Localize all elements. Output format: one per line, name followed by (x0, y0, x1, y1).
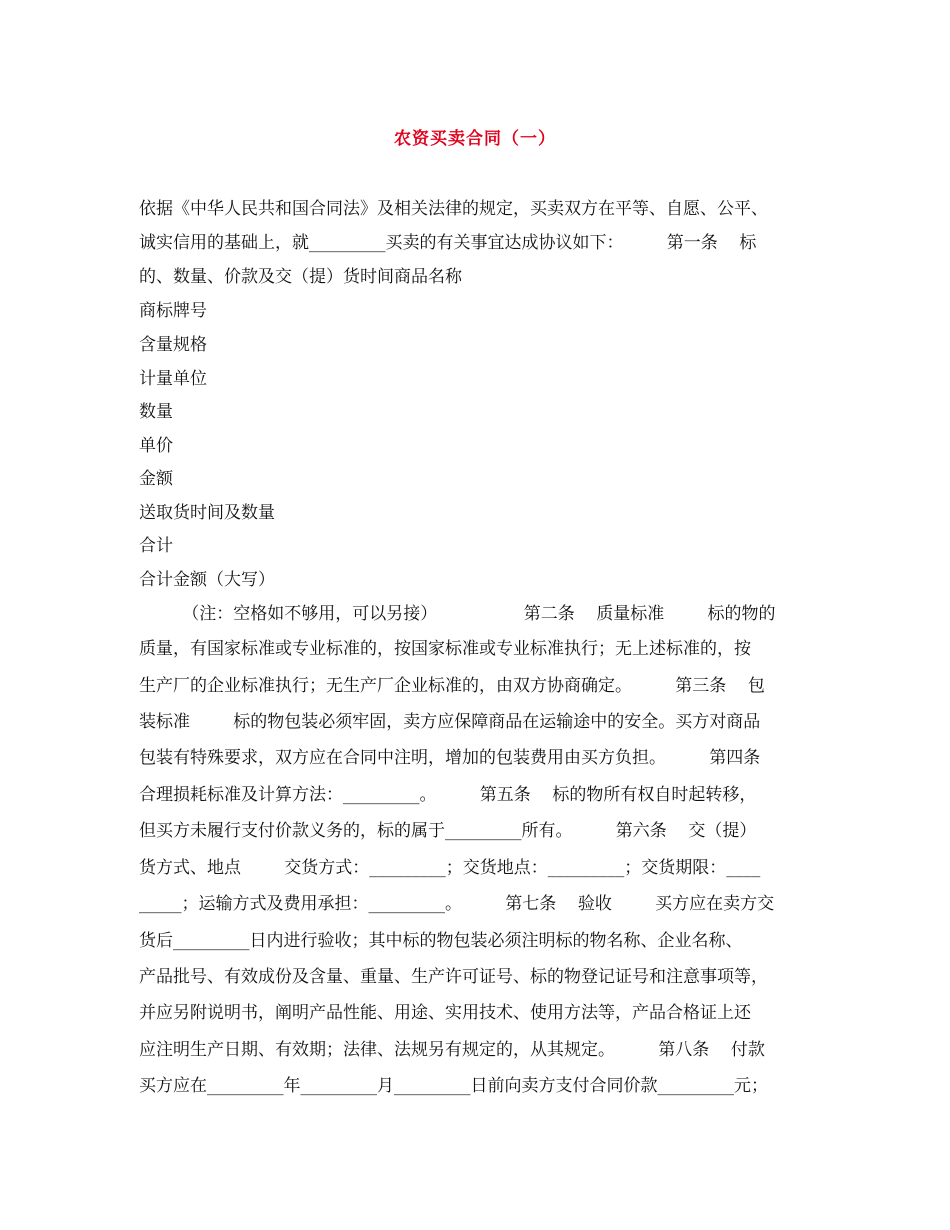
body-line: 但买方未履行支付价款义务的，标的属于_________所有。 第六条 交（提） (139, 821, 757, 841)
body-line: 货方式、地点 交货方式：_________；交货地点：_________；交货期限：____ (139, 858, 761, 878)
body-line: 计量单位 (139, 369, 207, 389)
body-line: 商标牌号 (139, 301, 207, 321)
body-line: 产品批号、有效成份及含量、重量、生产许可证号、标的物登记证号和注意事项等， (139, 967, 768, 987)
body-line: 包装有特殊要求，双方应在合同中注明，增加的包装费用由买方负担。 第四条 (139, 748, 761, 768)
body-line: 合理损耗标准及计算方法：_________。 第五条 标的物所有权自时起转移， (139, 785, 757, 805)
body-line: 并应另附说明书，阐明产品性能、用途、实用技术、使用方法等，产品合格证上还 (139, 1003, 751, 1023)
body-line: 生产厂的企业标准执行；无生产厂企业标准的，由双方协商确定。 第三条 包 (139, 676, 765, 696)
body-line: 单价 (139, 436, 173, 456)
body-line: 合计 (139, 536, 173, 556)
body-line: _____；运输方式及费用承担：_________。 第七条 验收 买方应在卖方交 (139, 894, 775, 914)
body-line: 买方应在_________年_________月_________日前向卖方支付合同价款_________元； (139, 1076, 768, 1096)
body-line: 依据《中华人民共和国合同法》及相关法律的规定，买卖双方在平等、自愿、公平、 (139, 199, 768, 219)
body-line: 的、数量、价款及交（提）货时间商品名称 (139, 267, 462, 287)
body-line: 数量 (139, 402, 173, 422)
body-line: 合计金额（大写） (139, 570, 275, 590)
body-line: 装标准 标的物包装必须牢固，卖方应保障商品在运输途中的安全。买方对商品 (139, 712, 761, 732)
body-line: 金额 (139, 469, 173, 489)
body-line: 含量规格 (139, 335, 207, 355)
body-line: （注：空格如不够用，可以另接） 第二条 质量标准 标的物的 (139, 604, 776, 624)
document-title: 农资买卖合同（一） (394, 129, 556, 149)
body-line: 送取货时间及数量 (139, 503, 275, 523)
body-line: 诚实信用的基础上，就_________买卖的有关事宜达成协议如下： 第一条 标 (139, 233, 757, 253)
body-line: 应注明生产日期、有效期；法律、法规另有规定的，从其规定。 第八条 付款 (139, 1040, 765, 1060)
body-line: 货后_________日内进行验收；其中标的物包装必须注明标的物名称、企业名称、 (139, 931, 743, 951)
body-line: 质量，有国家标准或专业标准的，按国家标准或专业标准执行；无上述标准的，按 (139, 639, 751, 659)
